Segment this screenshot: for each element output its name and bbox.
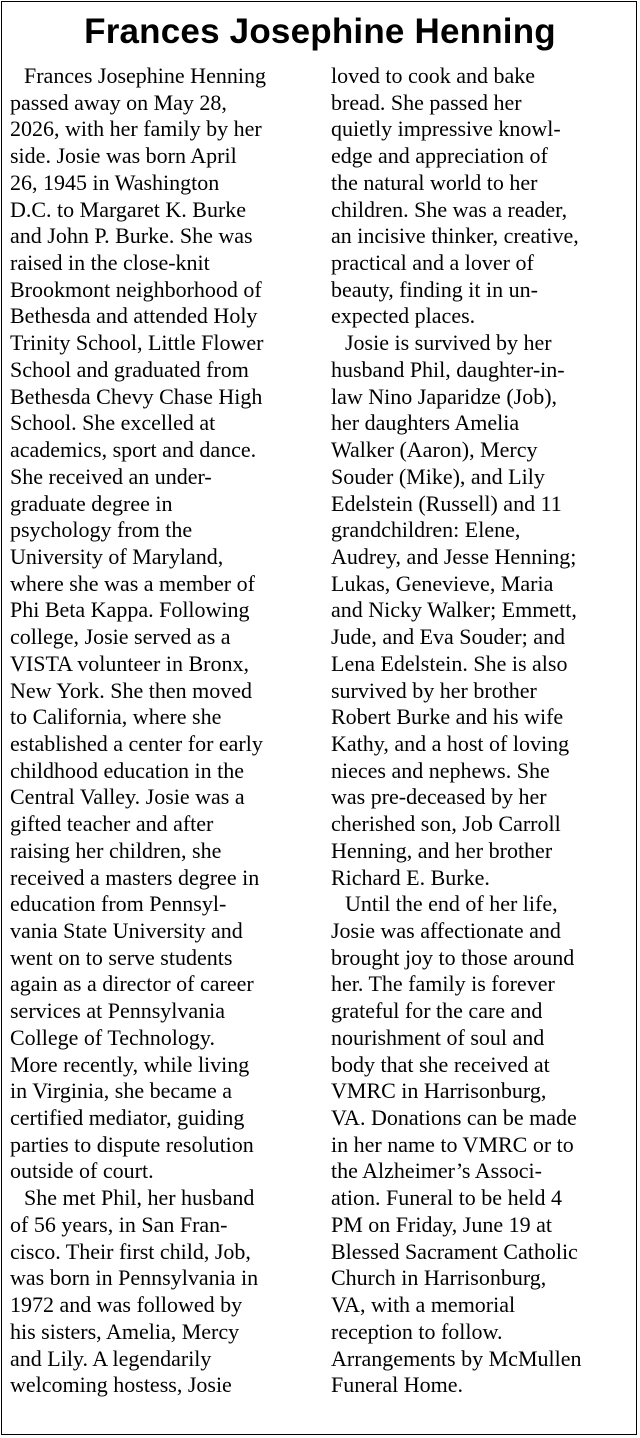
text-line: Lena Edelstein. She is also [331,650,568,676]
text-line: in her name to VMRC or to [331,1131,574,1157]
text-line: PM on Friday, June 19 at [331,1211,553,1237]
text-line: Funeral Home. [331,1372,463,1398]
text-line: of 56 years, in San Fran- [10,1211,228,1237]
text-line: She met Phil, her husband [24,1185,255,1211]
text-line: Walker (Aaron), Mercy [331,437,538,463]
text-line: vania State University and [10,918,243,943]
text-line: reception to follow. [331,1318,503,1344]
text-line: body that she received at [331,1051,550,1077]
text-line: Central Valley. Josie was a [10,784,245,810]
text-line: grandchildren: Elene, [331,517,521,543]
text-line: college, Josie served as a [10,624,231,650]
text-line: beauty, finding it in un- [331,276,538,302]
text-line: VISTA volunteer in Bronx, [10,650,249,676]
text-line: Josie is survived by her [345,330,552,356]
text-line: welcoming hostess, Josie [10,1372,232,1398]
text-line: Souder (Mike), and Lily [331,463,545,489]
text-line: raised in the close-knit [10,250,210,276]
text-line: Until the end of her life, [345,891,558,917]
text-line: the natural world to her [331,169,538,195]
text-line: and John P. Burke. She was [10,223,253,249]
text-line: where she was a member of [10,570,255,596]
text-line: She received an under- [10,463,212,489]
text-line: an incisive thinker, creative, [331,223,579,249]
text-line: his sisters, Amelia, Mercy [10,1318,240,1344]
obituary-column-right [331,63,633,1399]
text-line: graduate degree in [10,490,173,516]
text-line: services at Pennsylvania [10,998,226,1024]
text-line: Henning, and her brother [331,837,553,863]
text-line: loved to cook and bake [331,63,536,88]
text-line: Robert Burke and his wife [331,704,564,730]
text-line: received a masters degree in [10,864,260,890]
text-line: cherished son, Job Carroll [331,811,561,837]
text-line: D.C. to Margaret K. Burke [10,196,247,222]
text-line: psychology from the [10,517,193,543]
text-line: was born in Pennsylvania in [10,1265,259,1291]
text-line: certified mediator, guiding [10,1105,245,1131]
text-line: College of Technology. [10,1024,215,1050]
text-line: 1972 and was followed by [10,1292,243,1318]
text-line: side. Josie was born April [10,143,237,169]
text-line: Arrangements by McMullen [331,1345,582,1371]
text-line: cisco. Their first child, Job, [10,1238,251,1264]
text-line: expected places. [331,303,476,329]
text-line: and Lily. A legendarily [10,1345,212,1371]
text-line: Bethesda Chevy Chase High [10,383,263,409]
text-line: went on to serve students [10,944,233,970]
text-line: ation. Funeral to be held 4 [331,1185,562,1211]
text-line: Kathy, and a host of loving [331,730,570,756]
text-line: bread. She passed her [331,89,522,115]
text-line: husband Phil, daughter-in- [331,356,565,382]
text-line: outside of court. [10,1158,154,1184]
text-line: her. The family is forever [331,971,555,997]
text-line: VMRC in Harrisonburg, [331,1078,547,1104]
text-line: law Nino Japaridze (Job), [331,383,558,409]
text-line: childhood education in the [10,757,244,783]
text-line: Blessed Sacrament Catholic [331,1238,578,1264]
text-line: Brookmont neighborhood of [10,276,262,302]
text-line: Edelstein (Russell) and 11 [331,490,562,516]
text-line: Church in Harrisonburg, [331,1265,547,1291]
text-line: New York. She then moved [10,677,252,703]
text-line: Audrey, and Jesse Henning; [331,543,577,569]
text-line: Bethesda and attended Holy [10,303,258,329]
text-line: More recently, while living [10,1051,250,1077]
text-line: education from Pennsyl- [10,891,227,917]
text-line: Jude, and Eva Souder; and [331,624,565,650]
text-line: in Virginia, she became a [10,1078,233,1104]
obituary-headline: Frances Josephine Henning [84,12,556,51]
text-line: and Nicky Walker; Emmett, [331,597,577,623]
text-line: established a center for early [10,730,263,756]
text-line: Frances Josephine Henning [24,63,266,88]
text-line: parties to dispute resolution [10,1131,254,1157]
text-line: Trinity School, Little Flower [10,330,264,356]
text-line: School. She excelled at [10,410,216,436]
text-line: survived by her brother [331,677,537,703]
text-line: nieces and nephews. She [331,757,550,783]
text-line: brought joy to those around [331,944,575,970]
text-line: 2026, with her family by her [10,116,262,142]
text-line: 26, 1945 in Washington [10,169,220,195]
text-line: passed away on May 28, [10,89,227,115]
text-line: gifted teacher and after [10,811,214,837]
text-line: Richard E. Burke. [331,864,490,890]
text-line: children. She was a reader, [331,196,568,222]
text-line: School and graduated from [10,356,249,382]
text-line: again as a director of career [10,971,254,997]
text-line: raising her children, she [10,837,222,863]
text-line: VA. Donations can be made [331,1105,577,1131]
text-line: Josie was affectionate and [331,918,561,943]
text-line: quietly impressive knowl- [331,116,561,142]
text-line: Phi Beta Kappa. Following [10,597,250,623]
text-line: her daughters Amelia [331,410,520,436]
text-line: grateful for the care and [331,998,543,1024]
text-line: to California, where she [10,704,222,730]
text-line: academics, sport and dance. [10,437,257,463]
text-line: Lukas, Genevieve, Maria [331,570,554,596]
text-line: practical and a lover of [331,250,534,276]
text-line: nourishment of soul and [331,1024,545,1050]
text-line: University of Maryland, [10,543,224,569]
text-line: was pre-deceased by her [331,784,547,810]
text-line: the Alzheimer’s Associ- [331,1158,542,1184]
text-line: VA, with a memorial [331,1292,516,1318]
text-line: edge and appreciation of [331,143,548,169]
obituary-column-left [10,63,324,1399]
